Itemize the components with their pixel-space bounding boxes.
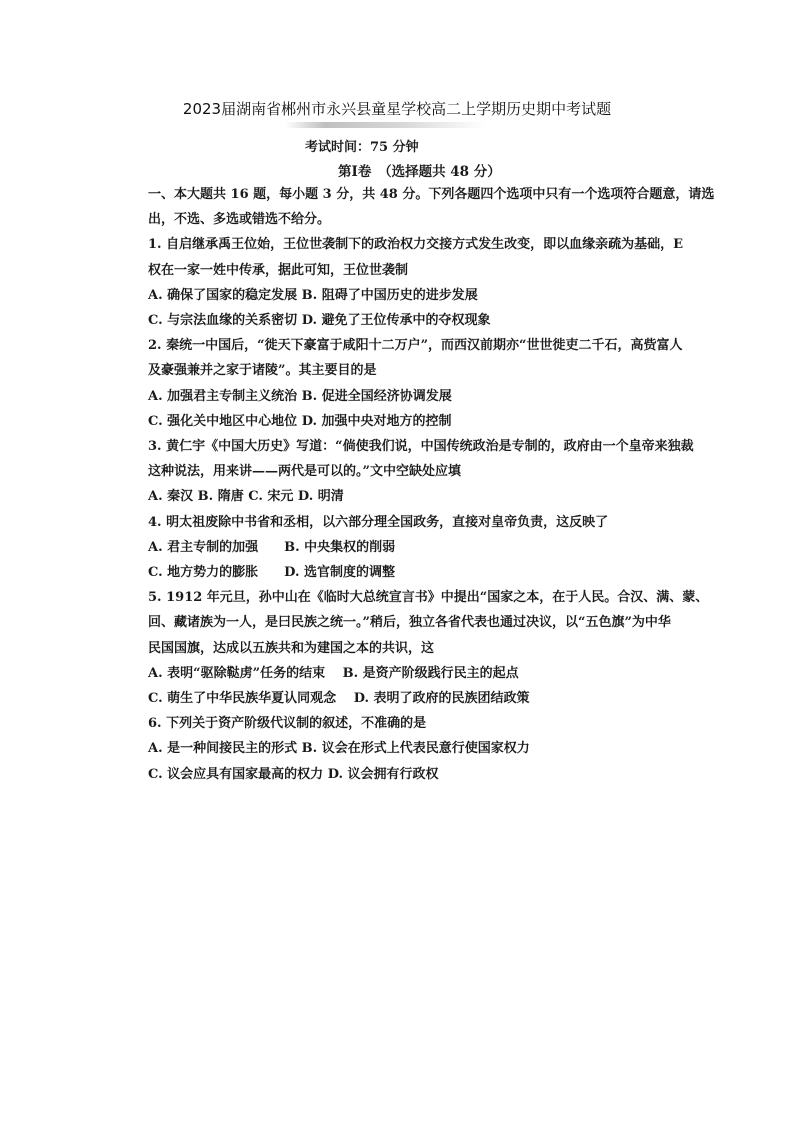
section-title: 第Ⅰ卷 （选择题共 48 分） xyxy=(338,164,501,180)
question-stem: 民国国旗，达成以五族共和为建国之本的共识，这 xyxy=(148,640,435,656)
question-option: C. 强化关中地区中心地位 D. 加强中央对地方的控制 xyxy=(148,413,452,429)
question-option: A. 是一种间接民主的形式 B. 议会在形式上代表民意行使国家权力 xyxy=(148,741,530,757)
question-stem: 回、藏诸族为一人，是曰民族之统一。”稍后，独立各省代表也通过决议，以“五色旗”为中华 xyxy=(148,615,671,631)
question-option: A. 确保了国家的稳定发展 B. 阻碍了中国历史的进步发展 xyxy=(148,287,478,303)
exam-content xyxy=(148,182,715,787)
exam-time: 考试时间：75 分钟 xyxy=(305,140,419,155)
question-6 xyxy=(148,711,668,787)
question-stem: 1. 自启继承禹王位始，王位世袭制下的政治权力交接方式发生改变，即以血缘亲疏为基础，E xyxy=(148,237,684,253)
question-4 xyxy=(148,510,668,586)
question-option: A. 君主专制的加强 B. 中央集权的削弱 xyxy=(148,539,396,555)
question-option: C. 萌生了中华民族华夏认同观念 D. 表明了政府的民族团结政策 xyxy=(148,691,530,707)
question-option: C. 议会应具有国家最高的权力 D. 议会拥有行政权 xyxy=(148,766,439,782)
question-stem: 权在一家一姓中传承，据此可知，王位世袭制 xyxy=(148,262,409,278)
question-stem: 4. 明太祖废除中书省和丞相，以六部分理全国政务，直接对皇帝负责，这反映了 xyxy=(148,514,609,530)
question-1 xyxy=(148,232,684,333)
scan-smudge xyxy=(285,122,485,128)
question-option: A. 表明“驱除鞑虏”任务的结束 B. 是资产阶级践行民主的起点 xyxy=(148,665,519,681)
question-option: C. 与宗法血缘的关系密切 D. 避免了王位传承中的夺权现象 xyxy=(148,313,491,329)
question-5 xyxy=(148,585,709,711)
question-2 xyxy=(148,333,683,434)
question-3 xyxy=(148,434,694,510)
question-stem: 3. 黄仁宇《中国大历史》写道：“倘使我们说，中国传统政治是专制的，政府由一个皇帝来独裁 xyxy=(148,439,694,455)
question-option: A. 秦汉 B. 隋唐 C. 宋元 D. 明清 xyxy=(148,489,344,505)
question-stem: 及豪强兼并之家于诸陵”。其主要目的是 xyxy=(148,363,377,379)
instructions-line: 一、本大题共 16 题，每小题 3 分，共 48 分。下列各题四个选项中只有一个选项符合题意，请选 xyxy=(148,187,715,202)
question-stem: 5. 1912 年元旦，孙中山在《临时大总统宣言书》中提出“国家之本，在于人民。合汉、满、蒙、 xyxy=(148,590,709,606)
question-stem: 这种说法，用来讲——两代是可以的。”文中空缺处应填 xyxy=(148,464,461,480)
question-option: A. 加强君主专制主义统治 B. 促进全国经济协调发展 xyxy=(148,388,452,404)
question-stem: 2. 秦统一中国后，“徙天下豪富于咸阳十二万户”，而西汉前期亦“世世徙吏二千石，高赀富人 xyxy=(148,338,683,354)
question-option: C. 地方势力的膨胀 D. 选官制度的调整 xyxy=(148,565,396,581)
question-stem: 6. 下列关于资产阶级代议制的叙述，不准确的是 xyxy=(148,716,427,732)
instructions-line: 出，不选、多选或错选不给分。 xyxy=(148,212,331,228)
document-title: 2023届湖南省郴州市永兴县童星学校高二上学期历史期中考试题 xyxy=(182,100,612,118)
